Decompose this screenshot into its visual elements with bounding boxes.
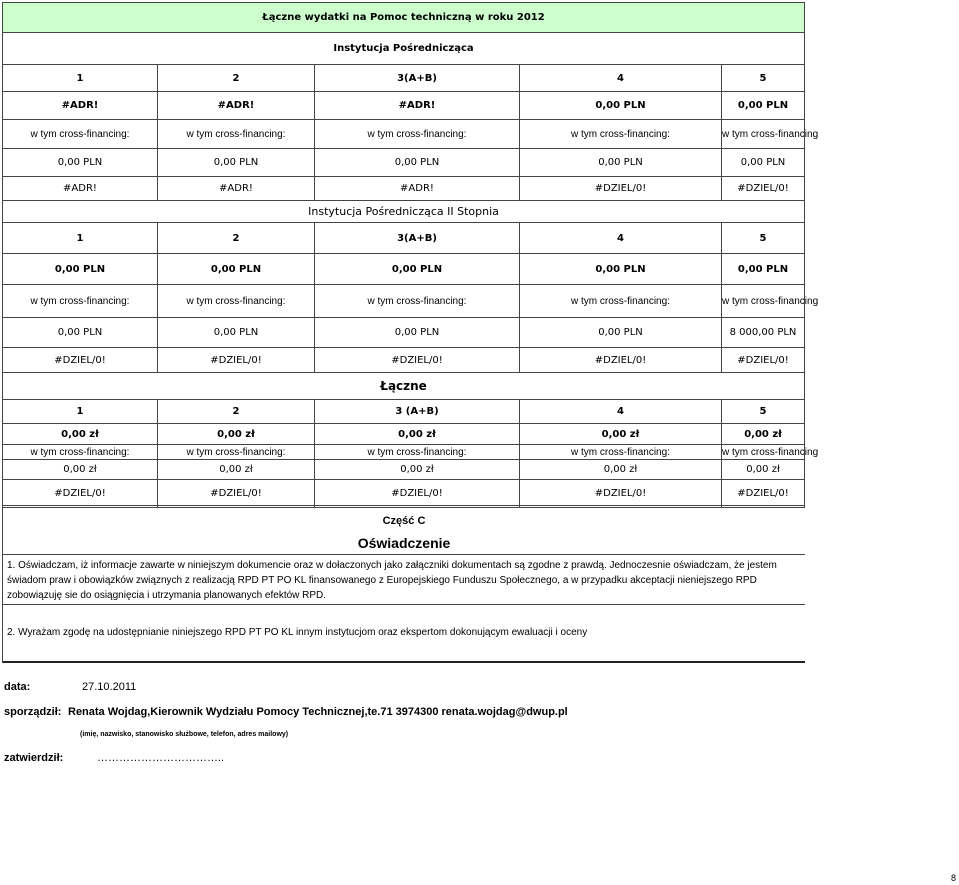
cross-label: w tym cross-financing	[722, 285, 805, 318]
total-cell: 0,00 zł	[158, 424, 315, 445]
author-hint: (imię, nazwisko, stanowisko służbowe, telefon, adres mailowy)	[80, 731, 289, 738]
total-cell: 0,00 zł	[722, 424, 805, 445]
cross-value: 0,00 zł	[722, 460, 805, 480]
column-header: 3(A+B)	[315, 223, 520, 254]
column-header: 1	[3, 65, 158, 92]
cross-value: 0,00 PLN	[315, 318, 520, 348]
error-cell: #DZIEL/0!	[520, 348, 722, 373]
error-cell: #DZIEL/0!	[520, 480, 722, 508]
cross-label: w tym cross-financing:	[315, 445, 520, 460]
total-cell: 0,00 PLN	[520, 254, 722, 285]
column-header: 4	[520, 223, 722, 254]
date-value: 27.10.2011	[82, 681, 137, 693]
cross-value: 0,00 PLN	[158, 149, 315, 177]
section-title-ip: Instytucja Pośrednicząca	[3, 33, 805, 65]
cross-value: 0,00 PLN	[3, 318, 158, 348]
cross-value: 0,00 PLN	[158, 318, 315, 348]
cross-label: w tym cross-financing:	[158, 285, 315, 318]
error-cell: #DZIEL/0!	[315, 348, 520, 373]
total-cell: 0,00 PLN	[3, 254, 158, 285]
cross-label: w tym cross-financing:	[520, 120, 722, 149]
column-header: 2	[158, 65, 315, 92]
cross-value: 0,00 zł	[315, 460, 520, 480]
part-label: Część C	[382, 515, 426, 527]
total-cell: 0,00 PLN	[722, 254, 805, 285]
cross-label: w tym cross-financing	[722, 446, 819, 458]
error-cell: #DZIEL/0!	[315, 480, 520, 508]
column-header: 3 (A+B)	[315, 400, 520, 424]
error-cell: #DZIEL/0!	[3, 480, 158, 508]
divider	[3, 554, 805, 555]
error-cell: #DZIEL/0!	[520, 177, 722, 201]
error-cell: #DZIEL/0!	[158, 480, 315, 508]
column-header: 4	[520, 65, 722, 92]
divider	[3, 604, 805, 605]
column-header: 2	[158, 223, 315, 254]
cross-value: 0,00 PLN	[315, 149, 520, 177]
cross-value: 0,00 PLN	[520, 318, 722, 348]
cross-label: w tym cross-financing:	[3, 285, 158, 318]
error-cell: #ADR!	[158, 177, 315, 201]
section-title-ip2: Instytucja Pośrednicząca II Stopnia	[3, 201, 805, 223]
error-cell: #ADR!	[315, 177, 520, 201]
column-header: 1	[3, 400, 158, 424]
cross-label: w tym cross-financing	[722, 120, 805, 149]
cross-value: 0,00 zł	[3, 460, 158, 480]
total-cell: 0,00 PLN	[158, 254, 315, 285]
total-cell: 0,00 zł	[315, 424, 520, 445]
column-header: 5	[722, 223, 805, 254]
approved-label: zatwierdził:	[4, 752, 64, 764]
statement-2: 2. Wyrażam zgodę na udostępnianie niniejszego RPD PT PO KL innym instytucjom oraz ekspertom dokonującym ewaluacji i oceny	[7, 627, 588, 638]
error-cell: #ADR!	[3, 177, 158, 201]
cross-label: w tym cross-financing:	[3, 120, 158, 149]
divider	[3, 661, 805, 663]
total-cell: #ADR!	[158, 92, 315, 120]
section-title-total: Łączne	[3, 373, 805, 400]
total-cell: 0,00 PLN	[520, 92, 722, 120]
cross-label: w tym cross-financing:	[315, 285, 520, 318]
total-cell: 0,00 zł	[3, 424, 158, 445]
cross-label: w tym cross-financing:	[520, 285, 722, 318]
cross-label: w tym cross-financing:	[158, 120, 315, 149]
column-header: 2	[158, 400, 315, 424]
cross-label: w tym cross-financing:	[520, 445, 722, 460]
approved-value: ……………………………..	[97, 752, 225, 764]
cross-label: w tym cross-financing:	[3, 445, 158, 460]
error-cell: #DZIEL/0!	[158, 348, 315, 373]
cross-value: 0,00 zł	[158, 460, 315, 480]
column-header: 5	[722, 400, 805, 424]
column-header: 5	[722, 65, 805, 92]
error-cell: #DZIEL/0!	[722, 480, 805, 508]
error-cell: #DZIEL/0!	[722, 348, 805, 373]
cross-value: 0,00 zł	[520, 460, 722, 480]
error-cell: #DZIEL/0!	[3, 348, 158, 373]
total-cell: #ADR!	[315, 92, 520, 120]
total-cell: #ADR!	[3, 92, 158, 120]
author-value: Renata Wojdag,Kierownik Wydziału Pomocy Technicznej,te.71 3974300 renata.wojdag@dwup.pl	[68, 706, 568, 718]
cross-value: 0,00 PLN	[722, 149, 805, 177]
error-cell: #DZIEL/0!	[722, 177, 805, 201]
statement-1: 1. Oświadczam, iż informacje zawarte w niniejszym dokumencie oraz w dołaczonych jako załączniki dokumentach są zgodne z prawdą. Jednoczesnie oświadczam, że jestem świadom praw i obowiązków związnych z realizacją RPD PT PO KL finansowanego z Europejskiego Funduszu Społecznego, a w przypadku akceptacji nieniejszego RPD zobowiązuję sie do osiągnięcia i utrzymania planowanych efektów RPD.	[7, 560, 777, 601]
column-header: 3(A+B)	[315, 65, 520, 92]
date-label: data:	[4, 681, 31, 693]
declaration-box	[2, 505, 805, 663]
cross-label: w tym cross-financing:	[158, 445, 315, 460]
expenses-table	[2, 2, 819, 508]
declaration-title: Oświadczenie	[357, 535, 451, 551]
cross-value: 8 000,00 PLN	[722, 318, 805, 348]
cross-value: 0,00 PLN	[520, 149, 722, 177]
column-header: 4	[520, 400, 722, 424]
table-title: Łączne wydatki na Pomoc techniczną w roku 2012	[3, 3, 805, 33]
cross-value: 0,00 PLN	[3, 149, 158, 177]
column-header: 1	[3, 223, 158, 254]
cross-label: w tym cross-financing:	[315, 120, 520, 149]
page-number: 8	[951, 873, 957, 883]
author-label: sporządził:	[4, 706, 62, 718]
total-cell: 0,00 zł	[520, 424, 722, 445]
total-cell: 0,00 PLN	[315, 254, 520, 285]
total-cell: 0,00 PLN	[722, 92, 805, 120]
